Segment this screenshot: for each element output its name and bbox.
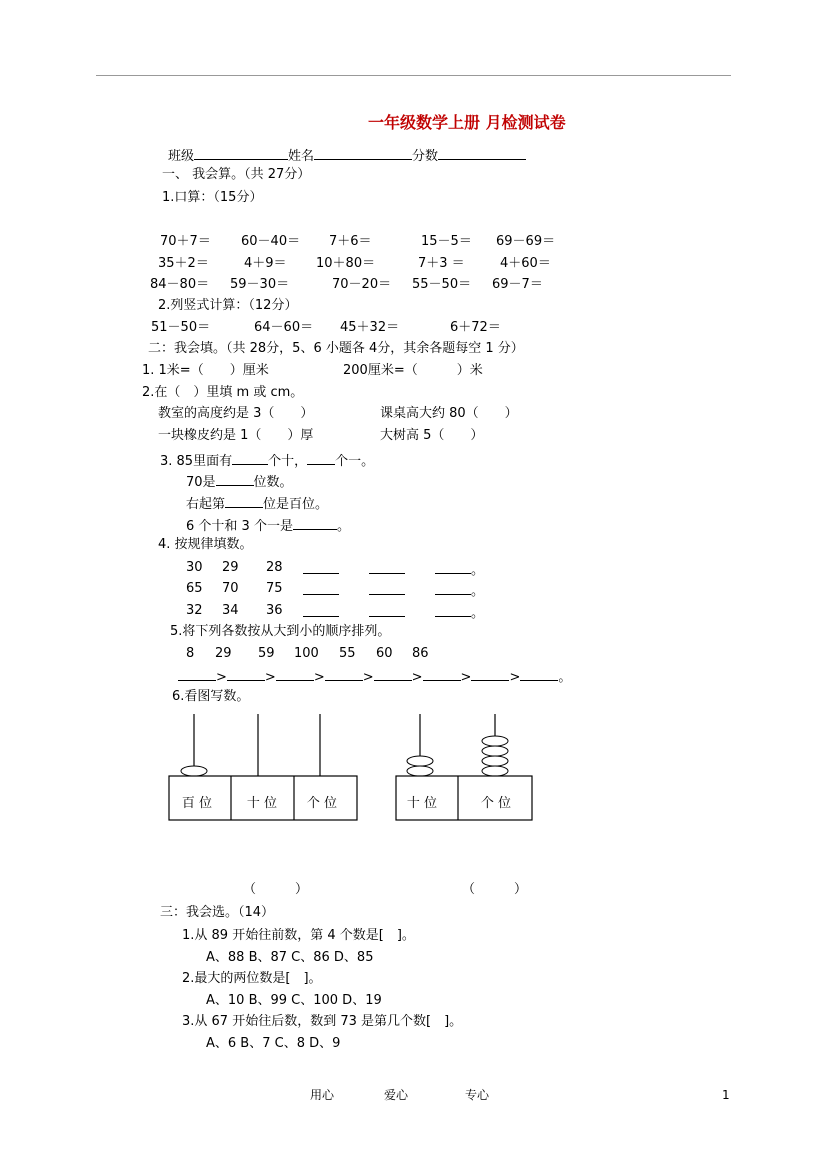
oral-item: 60－40＝ bbox=[241, 234, 301, 249]
oral-item: 69－7＝ bbox=[492, 277, 543, 292]
q3-text: 。 bbox=[336, 519, 350, 534]
abacus-bead bbox=[482, 756, 508, 766]
info-line bbox=[168, 146, 526, 165]
q5-number: 86 bbox=[412, 646, 429, 661]
answer-blank[interactable] bbox=[435, 560, 471, 574]
q5-number: 59 bbox=[258, 646, 275, 661]
q3-text: 位数。 bbox=[253, 475, 293, 490]
q3-text: 6 个十和 3 个一是 bbox=[186, 519, 293, 534]
place-label: 个 位 bbox=[480, 796, 512, 811]
section3-heading: 三：我会选。（14） bbox=[160, 905, 275, 920]
answer-blank[interactable] bbox=[423, 667, 461, 681]
footer-text: 爱心 bbox=[384, 1088, 409, 1102]
q6-heading: 6.看图写数。 bbox=[172, 689, 250, 704]
abacus-bead bbox=[181, 766, 207, 776]
greater-sign: > bbox=[509, 670, 521, 685]
q3-text: 个一。 bbox=[335, 454, 375, 469]
q2-b: 课桌高大约 80（ ） bbox=[380, 406, 518, 421]
choice-options[interactable]: A、6 B、7 C、8 D、9 bbox=[206, 1036, 341, 1051]
q5-order-line bbox=[178, 667, 571, 686]
q5-end: 。 bbox=[558, 670, 572, 685]
answer-blank[interactable] bbox=[225, 494, 263, 508]
q5-number: 29 bbox=[215, 646, 232, 661]
greater-sign: > bbox=[460, 670, 472, 685]
q5-number: 8 bbox=[186, 646, 195, 661]
abacus-tens-ones bbox=[388, 706, 538, 826]
answer-blank[interactable] bbox=[232, 451, 268, 465]
page-title: 一年级数学上册 月检测试卷 bbox=[368, 113, 566, 132]
section2-heading: 二：我会填。（共 28分，5、6 小题各 4分，其余各题每空 1 分） bbox=[148, 341, 524, 356]
name-blank[interactable] bbox=[314, 146, 412, 160]
q3-line1 bbox=[160, 451, 374, 470]
place-label: 百 位 bbox=[181, 796, 213, 811]
answer-blank[interactable] bbox=[307, 451, 335, 465]
q4-number: 29 bbox=[222, 560, 239, 575]
q2-c: 一块橡皮约是 1（ ）厚 bbox=[158, 428, 314, 443]
q2-heading: 2.在（ ）里填 m 或 cm。 bbox=[142, 385, 304, 400]
answer-blank[interactable] bbox=[471, 667, 509, 681]
answer-blank[interactable] bbox=[369, 560, 405, 574]
q2-d: 大树高 5（ ） bbox=[380, 428, 484, 443]
score-label: 分数 bbox=[412, 149, 439, 164]
header-rule bbox=[96, 75, 731, 76]
greater-sign: > bbox=[313, 670, 325, 685]
abacus-bead bbox=[482, 766, 508, 776]
abacus-bead bbox=[407, 766, 433, 776]
oral-item: 35＋2＝ bbox=[158, 256, 209, 271]
q3-text: 位是百位。 bbox=[263, 497, 329, 512]
q4-end: 。 bbox=[471, 584, 485, 599]
class-label: 班级 bbox=[168, 149, 195, 164]
abacus-hundreds-tens-ones bbox=[160, 706, 370, 826]
place-label: 个 位 bbox=[306, 796, 338, 811]
place-label: 十 位 bbox=[406, 796, 438, 811]
vertical-item: 6＋72＝ bbox=[450, 320, 501, 335]
q4-number: 34 bbox=[222, 603, 239, 618]
choice-question: 2.最大的两位数是[ ]。 bbox=[182, 971, 322, 986]
footer-text: 用心 bbox=[310, 1088, 335, 1102]
greater-sign: > bbox=[411, 670, 423, 685]
answer-blank[interactable] bbox=[216, 472, 254, 486]
oral-item: 70＋7＝ bbox=[160, 234, 211, 249]
oral-heading: 1.口算：（15分） bbox=[162, 190, 263, 205]
vertical-item: 51－50＝ bbox=[151, 320, 211, 335]
vertical-item: 64－60＝ bbox=[254, 320, 314, 335]
choice-options[interactable]: A、88 B、87 C、86 D、85 bbox=[206, 950, 374, 965]
vertical-item: 45＋32＝ bbox=[340, 320, 400, 335]
q3-line2 bbox=[186, 472, 293, 491]
answer-blank[interactable] bbox=[293, 516, 337, 530]
q1-b: 200厘米=（ ）米 bbox=[343, 363, 483, 378]
q5-number: 100 bbox=[294, 646, 319, 661]
abacus2-answer[interactable]: （ ） bbox=[462, 882, 528, 897]
abacus-bead bbox=[482, 736, 508, 746]
q4-blanks bbox=[303, 603, 484, 622]
q4-number: 75 bbox=[266, 581, 283, 596]
answer-blank[interactable] bbox=[369, 603, 405, 617]
answer-blank[interactable] bbox=[520, 667, 558, 681]
q4-number: 32 bbox=[186, 603, 203, 618]
choice-question: 1.从 89 开始往前数，第 4 个数是[ ]。 bbox=[182, 928, 415, 943]
q4-number: 36 bbox=[266, 603, 283, 618]
q4-number: 28 bbox=[266, 560, 283, 575]
oral-item: 15－5＝ bbox=[421, 234, 472, 249]
answer-blank[interactable] bbox=[325, 667, 363, 681]
answer-blank[interactable] bbox=[374, 667, 412, 681]
answer-blank[interactable] bbox=[435, 581, 471, 595]
q4-number: 70 bbox=[222, 581, 239, 596]
class-blank[interactable] bbox=[194, 146, 288, 160]
choice-options[interactable]: A、10 B、99 C、100 D、19 bbox=[206, 993, 382, 1008]
greater-sign: > bbox=[216, 670, 227, 685]
page-number: 1 bbox=[722, 1088, 730, 1102]
oral-item: 10＋80＝ bbox=[316, 256, 376, 271]
q4-end: 。 bbox=[471, 606, 485, 621]
choice-question: 3.从 67 开始往后数，数到 73 是第几个数[ ]。 bbox=[182, 1014, 463, 1029]
name-label: 姓名 bbox=[288, 149, 315, 164]
oral-item: 4＋9＝ bbox=[244, 256, 287, 271]
q3-line3 bbox=[186, 494, 328, 513]
answer-blank[interactable] bbox=[303, 603, 339, 617]
q1-a: 1. 1米=（ ）厘米 bbox=[142, 363, 269, 378]
score-blank[interactable] bbox=[438, 146, 526, 160]
q5-number: 60 bbox=[376, 646, 393, 661]
abacus-bead bbox=[482, 746, 508, 756]
oral-item: 69－69＝ bbox=[496, 234, 556, 249]
q3-line4 bbox=[186, 516, 350, 535]
q4-number: 65 bbox=[186, 581, 203, 596]
place-label: 十 位 bbox=[246, 796, 278, 811]
abacus-bead bbox=[407, 756, 433, 766]
q2-a: 教室的高度约是 3（ ） bbox=[158, 406, 314, 421]
q3-text: 右起第 bbox=[186, 497, 226, 512]
section1-heading: 一、 我会算。（共 27分） bbox=[162, 167, 311, 182]
answer-blank[interactable] bbox=[178, 667, 216, 681]
answer-blank[interactable] bbox=[369, 581, 405, 595]
oral-item: 4＋60＝ bbox=[500, 256, 551, 271]
footer-text: 专心 bbox=[465, 1088, 490, 1102]
answer-blank[interactable] bbox=[227, 667, 265, 681]
greater-sign: > bbox=[264, 670, 276, 685]
answer-blank[interactable] bbox=[435, 603, 471, 617]
q4-end: 。 bbox=[471, 563, 485, 578]
q5-number: 55 bbox=[339, 646, 356, 661]
answer-blank[interactable] bbox=[276, 667, 314, 681]
oral-item: 84－80＝ bbox=[150, 277, 210, 292]
vertical-heading: 2.列竖式计算：（12分） bbox=[158, 298, 298, 313]
oral-item: 59－30＝ bbox=[230, 277, 290, 292]
abacus1-answer[interactable]: （ ） bbox=[243, 882, 309, 897]
answer-blank[interactable] bbox=[303, 581, 339, 595]
q4-number: 30 bbox=[186, 560, 203, 575]
answer-blank[interactable] bbox=[303, 560, 339, 574]
q3-text: 3. 85里面有 bbox=[160, 454, 233, 469]
q3-text: 70是 bbox=[186, 475, 216, 490]
oral-item: 55－50＝ bbox=[412, 277, 472, 292]
oral-item: 7＋6＝ bbox=[329, 234, 372, 249]
oral-item: 7＋3 ＝ bbox=[418, 256, 465, 271]
oral-item: 70－20＝ bbox=[332, 277, 392, 292]
q4-heading: 4. 按规律填数。 bbox=[158, 537, 253, 552]
q4-blanks bbox=[303, 581, 484, 600]
q4-blanks bbox=[303, 560, 484, 579]
greater-sign: > bbox=[362, 670, 374, 685]
q5-heading: 5.将下列各数按从大到小的顺序排列。 bbox=[170, 624, 391, 639]
q3-text: 个十， bbox=[268, 454, 308, 469]
